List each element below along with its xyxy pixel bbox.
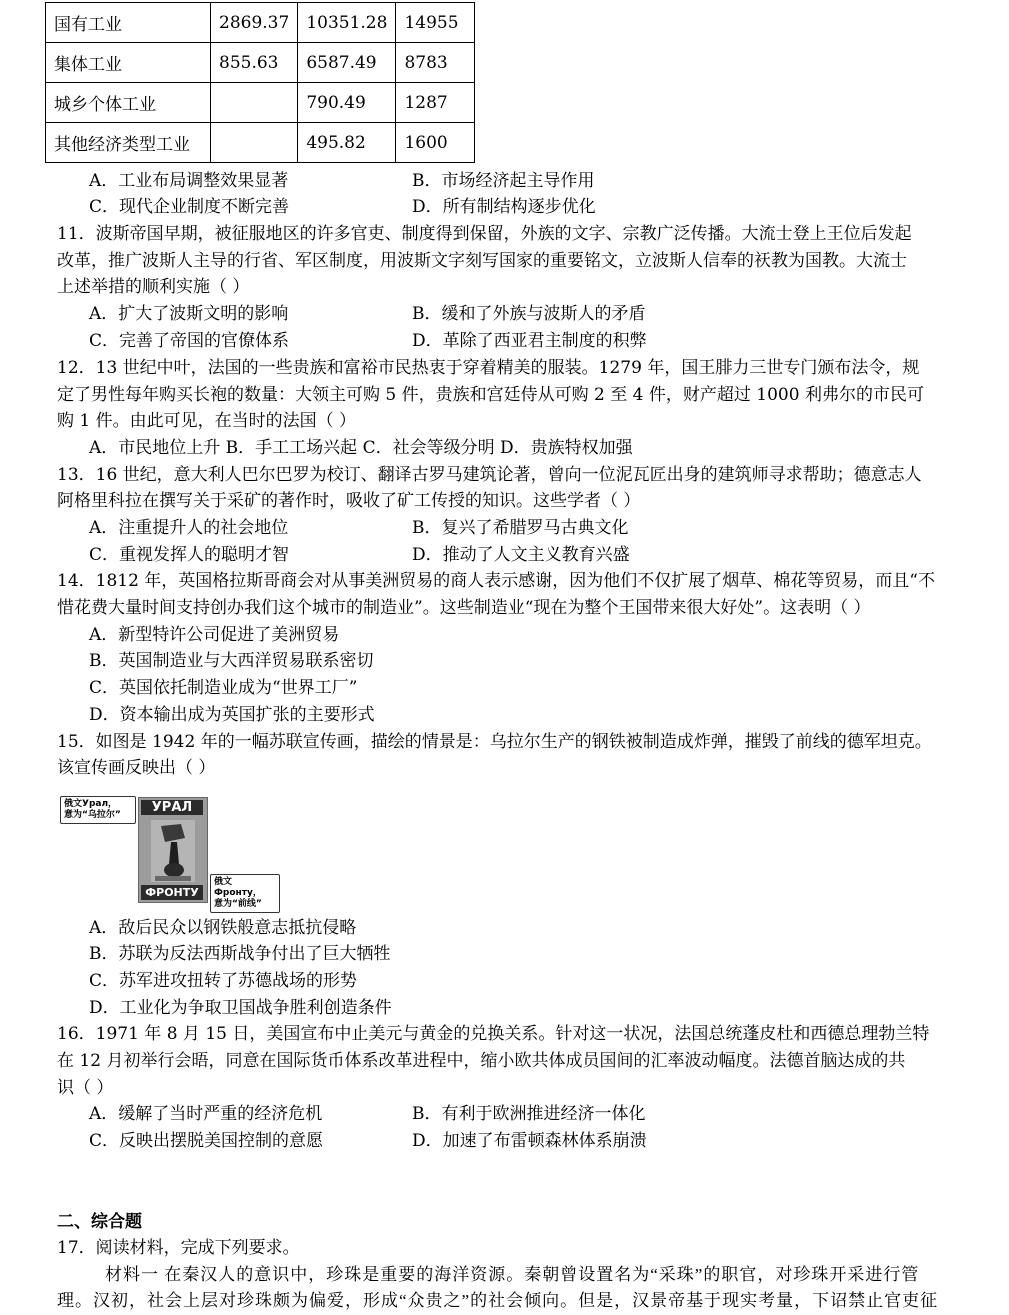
callout-ural xyxy=(60,796,136,824)
q13-option-b: B．复兴了希腊罗马古典文化 xyxy=(412,518,629,538)
q15-option-d: D．工业化为争取卫国战争胜利创造条件 xyxy=(89,998,392,1018)
q12-options: A．市民地位上升 B．手工工场兴起 C．社会等级分明 D．贵族特权加强 xyxy=(89,438,633,458)
table-cell: 1287 xyxy=(396,83,475,123)
poster-image xyxy=(138,797,208,903)
table-cell: 集体工业 xyxy=(46,43,211,83)
q16-option-a: A．缓解了当时严重的经济危机 xyxy=(89,1104,323,1124)
q13-stem-line-2: 阿格里科拉在撰写关于采矿的著作时，吸收了矿工传授的知识。这些学者（ ） xyxy=(57,491,641,511)
q14-option-a: A．新型特许公司促进了美洲贸易 xyxy=(89,625,340,645)
callout-ural-line-2: 意为“乌拉尔” xyxy=(64,810,121,820)
table-cell xyxy=(211,83,298,123)
table-cell: 14955 xyxy=(396,3,475,43)
q12-stem-line-3: 购 1 件。由此可见，在当时的法国（ ） xyxy=(57,411,357,431)
q15-option-a: A．敌后民众以钢铁般意志抵抗侵略 xyxy=(89,918,357,938)
q14-option-d: D．资本输出成为英国扩张的主要形式 xyxy=(89,705,375,725)
table-cell: 790.49 xyxy=(298,83,396,123)
q11-option-a: A．扩大了波斯文明的影响 xyxy=(89,304,289,324)
table-cell: 城乡个体工业 xyxy=(46,83,211,123)
callout-front xyxy=(210,874,280,913)
q10-option-b: B．市场经济起主导作用 xyxy=(412,171,595,191)
q11-stem-line-1: 11．波斯帝国早期，被征服地区的许多官吏、制度得到保留，外族的文字、宗教广泛传播。大流士登上王位后发起 xyxy=(57,224,912,244)
table-cell xyxy=(211,123,298,163)
table-cell: 其他经济类型工业 xyxy=(46,123,211,163)
table-cell: 国有工业 xyxy=(46,3,211,43)
q16-stem-line-2: 在 12 月初举行会晤，同意在国际货币体系改革进程中，缩小欧共体成员国间的汇率波动幅度。法德首脑达成的共 xyxy=(57,1051,906,1071)
q12-stem-line-2: 定了男性每年购买长袍的数量：大领主可购 5 件，贵族和宫廷侍从可购 2 至 4 件，财产超过 1000 利弗尔的市民可 xyxy=(57,385,924,405)
q17-stem: 17．阅读材料，完成下列要求。 xyxy=(57,1238,300,1258)
q15-stem-line-2: 该宣传画反映出（ ） xyxy=(57,758,216,778)
q14-stem-line-2: 惜花费大量时间支持创办我们这个城市的制造业”。这些制造业“现在为整个王国带来很大好处”。这表明（ ） xyxy=(57,598,871,618)
q15-stem-line-1: 15．如图是 1942 年的一幅苏联宣传画，描绘的情景是：乌拉尔生产的钢铁被制造成炸弹，摧毁了前线的德军坦克。 xyxy=(57,732,932,752)
q14-option-c: C．英国依托制造业成为“世界工厂” xyxy=(89,678,358,698)
q11-option-d: D．革除了西亚君主制度的积弊 xyxy=(412,331,647,351)
table-row xyxy=(46,43,475,83)
q16-option-c: C．反映出摆脱美国控制的意愿 xyxy=(89,1131,324,1151)
table-cell: 1600 xyxy=(396,123,475,163)
table-cell: 855.63 xyxy=(211,43,298,83)
callout-front-line-2: 意为“前线” xyxy=(214,899,262,909)
table-row xyxy=(46,3,475,43)
q10-option-a: A．工业布局调整效果显著 xyxy=(89,171,289,191)
callout-ural-line-1: 俄文Урал， xyxy=(64,799,118,809)
q11-option-c: C．完善了帝国的官僚体系 xyxy=(89,331,290,351)
industry-table xyxy=(45,2,475,163)
section-2-title: 二、综合题 xyxy=(57,1212,142,1232)
q10-option-d: D．所有制结构逐步优化 xyxy=(412,197,596,217)
q13-option-a: A．注重提升人的社会地位 xyxy=(89,518,289,538)
q17-material-1-line-1: 材料一 在秦汉人的意识中，珍珠是重要的海洋资源。秦朝曾设置名为“采珠”的职官，对珍珠开采进行管 xyxy=(105,1265,920,1284)
q15-option-b: B．苏联为反法西斯战争付出了巨大牺牲 xyxy=(89,944,391,964)
q12-stem-line-1: 12．13 世纪中叶，法国的一些贵族和富裕市民热衷于穿着精美的服装。1279 年，国王腓力三世专门颁布法令，规 xyxy=(57,358,920,378)
table-cell: 2869.37 xyxy=(211,3,298,43)
table-row xyxy=(46,123,475,163)
q16-stem-line-3: 识（ ） xyxy=(57,1078,114,1098)
table-cell: 495.82 xyxy=(298,123,396,163)
soviet-poster-figure xyxy=(60,792,280,907)
q13-stem-line-1: 13．16 世纪，意大利人巴尔巴罗为校订、翻译古罗马建筑论著，曾向一位泥瓦匠出身的建筑师寻求帮助；德意志人 xyxy=(57,465,922,485)
q11-stem-line-3: 上述举措的顺利实施（ ） xyxy=(57,277,250,297)
q16-option-d: D．加速了布雷顿森林体系崩溃 xyxy=(412,1131,647,1151)
q13-option-c: C．重视发挥人的聪明才智 xyxy=(89,545,290,565)
table-cell: 10351.28 xyxy=(298,3,396,43)
q10-option-c: C．现代企业制度不断完善 xyxy=(89,197,290,217)
q13-option-d: D．推动了人文主义教育兴盛 xyxy=(412,545,630,565)
poster-bottom-text: ФРОНТУ xyxy=(141,885,203,900)
q14-option-b: B．英国制造业与大西洋贸易联系密切 xyxy=(89,651,374,671)
q14-stem-line-1: 14．1812 年，英国格拉斯哥商会对从事美洲贸易的商人表示感谢，因为他们不仅扩展了烟草、棉花等贸易，而且“不 xyxy=(57,571,935,591)
q11-stem-line-2: 改革，推广波斯人主导的行省、军区制度，用波斯文字刻写国家的重要铭文，立波斯人信奉的祆教为国教。大流士 xyxy=(57,251,907,271)
q16-stem-line-1: 16．1971 年 8 月 15 日，美国宣布中止美元与黄金的兑换关系。针对这一状况，法国总统蓬皮杜和西德总理勃兰特 xyxy=(57,1024,930,1044)
bomb-illustration-icon xyxy=(151,820,195,882)
table-cell: 6587.49 xyxy=(298,43,396,83)
q16-option-b: B．有利于欧洲推进经济一体化 xyxy=(412,1104,646,1124)
poster-top-text: УРАЛ xyxy=(141,800,203,815)
q15-option-c: C．苏军进攻扭转了苏德战场的形势 xyxy=(89,971,358,991)
table-cell: 8783 xyxy=(396,43,475,83)
q11-option-b: B．缓和了外族与波斯人的矛盾 xyxy=(412,304,646,324)
callout-front-line-1: 俄文Фронту， xyxy=(214,877,262,898)
q17-material-1-line-2: 理。汉初，社会上层对珍珠颇为偏爱，形成“众贵之”的社会倾向。但是，汉景帝基于现实考量，下诏禁止官吏征 xyxy=(57,1291,939,1310)
table-row xyxy=(46,83,475,123)
